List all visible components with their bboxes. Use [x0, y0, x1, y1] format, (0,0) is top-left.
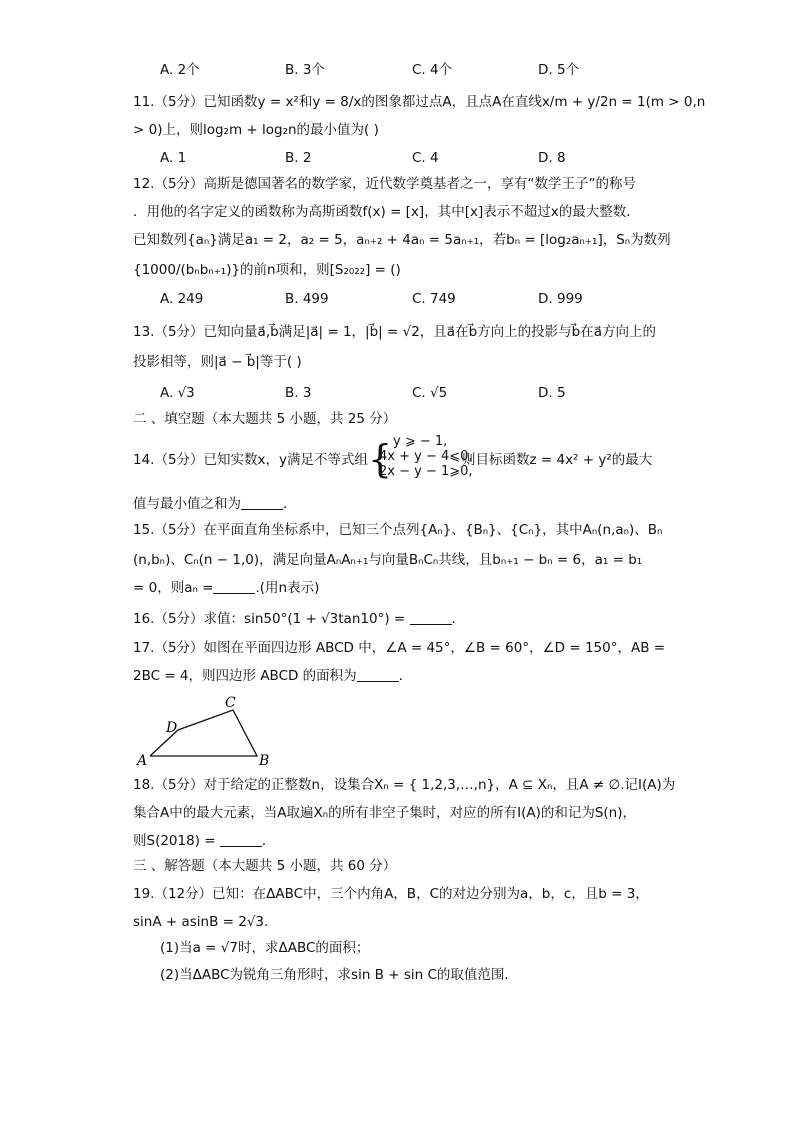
- q16-answer-blank: [410, 610, 452, 625]
- q18-line3-end: ．: [261, 833, 276, 849]
- q10-option-a: A. 2个: [160, 62, 200, 78]
- q17-line1: 17.（5分）如图在平面四边形 ABCD 中，∠A = 45°，∠B = 60°，∠D = 150°，AB =: [133, 640, 666, 656]
- section-solve-heading: 三 、解答题（本大题共 5 小题，共 60 分）: [133, 858, 397, 874]
- figure-label-c: C: [225, 695, 236, 711]
- q18-line1: 18.（5分）对于给定的正整数n，设集合Xₙ = { 1,2,3,…,n}，A ⊆ Xₙ，且A ≠ ∅.记I(A)为: [133, 777, 676, 793]
- q12-line3: 已知数列{aₙ}满足a₁ = 2，a₂ = 5，aₙ₊₂ + 4aₙ = 5aₙ₊₁，若bₙ = [log₂aₙ₊₁]，Sₙ为数列: [133, 232, 671, 248]
- q13-line1: 13.（5分）已知向量a⃗,b⃗满足|a⃗| = 1，|b⃗| = √2，且a⃗在b⃗方向上的投影与b⃗在a⃗方向上的: [133, 324, 656, 340]
- q15-answer-blank: [213, 579, 255, 594]
- q17-line2: [133, 666, 412, 686]
- q15-line3-text: = 0，则aₙ =: [133, 580, 214, 596]
- q12-option-a: A. 249: [160, 291, 204, 307]
- q15-line1: 15.（5分）在平面直角坐标系中，已知三个点列{Aₙ}、{Bₙ}、{Cₙ}，其中Aₙ(n,aₙ)、Bₙ: [133, 522, 663, 538]
- q14-line2-text: 值与最小值之和为: [133, 496, 241, 512]
- q12-line2: ．用他的名字定义的函数称为高斯函数f(x) = [x]，其中[x]表示不超过x的最大整数．: [133, 204, 640, 220]
- q14-sys3: 2x − y − 1⩾0,: [379, 464, 473, 479]
- q14-brace: {: [368, 437, 393, 481]
- q17-answer-blank: [357, 667, 399, 682]
- q11-line2: > 0)上，则log₂m + log₂n的最小值为( ): [133, 122, 379, 138]
- q18-line3: [133, 831, 275, 851]
- q15-line3-end: .(用n表示): [255, 580, 320, 596]
- q10-option-d: D. 5个: [538, 62, 580, 78]
- q14-suffix: 则目标函数z = 4x² + y²的最大: [462, 452, 653, 468]
- q13-line2: 投影相等，则|a⃗ − b⃗|等于( ): [133, 354, 302, 370]
- q14-line2: [133, 494, 297, 514]
- q12-option-d: D. 999: [538, 291, 583, 307]
- q14-answer-blank: [241, 495, 283, 510]
- figure-label-b: B: [259, 753, 270, 769]
- q11-option-b: B. 2: [285, 150, 312, 166]
- q16-end: ．: [451, 611, 465, 627]
- q11-line1: 11.（5分）已知函数y = x²和y = 8/x的图象都过点A，且点A在直线x/m + y/2n = 1(m > 0,n: [133, 94, 706, 110]
- figure-label-d: D: [166, 720, 178, 736]
- q14-line2-end: ．: [283, 496, 297, 512]
- q12-option-b: B. 499: [285, 291, 329, 307]
- q15-line2: (n,bₙ)、Cₙ(n − 1,0)，满足向量AₙAₙ₊₁与向量BₙCₙ共线，且bₙ₊₁ − bₙ = 6，a₁ = b₁: [133, 552, 643, 568]
- q14-prefix: 14.（5分）已知实数x，y满足不等式组: [133, 452, 369, 468]
- q11-option-c: C. 4: [412, 150, 439, 166]
- q11-option-a: A. 1: [160, 150, 187, 166]
- figure-label-a: A: [137, 753, 148, 769]
- q19-sub2: (2)当ΔABC为锐角三角形时，求sin B + sin C的取值范围．: [160, 967, 518, 983]
- quadrilateral-figure: [130, 692, 280, 770]
- q19-line2: sinA + asinB = 2√3.: [133, 914, 269, 930]
- q10-option-b: B. 3个: [285, 62, 325, 78]
- q19-line1: 19.（12分）已知：在ΔABC中，三个内角A，B，C的对边分别为a，b，c，且b = 3，: [133, 886, 649, 902]
- q18-answer-blank: [220, 832, 262, 847]
- q13-option-c: C. √5: [412, 385, 448, 401]
- q11-option-d: D. 8: [538, 150, 566, 166]
- q13-option-b: B. 3: [285, 385, 312, 401]
- q16-line: [133, 609, 465, 629]
- q13-option-a: A. √3: [160, 385, 195, 401]
- q19-sub1: (1)当a = √7时，求ΔABC的面积；: [160, 940, 370, 956]
- q15-line3: [133, 578, 319, 598]
- q17-line2-text: 2BC = 4，则四边形 ABCD 的面积为: [133, 668, 357, 684]
- q14-sys1: y ⩾ − 1,: [393, 434, 448, 449]
- q18-line3-text: 则S(2018) =: [133, 833, 216, 849]
- q12-option-c: C. 749: [412, 291, 456, 307]
- q17-line2-end: ．: [398, 668, 413, 684]
- q12-line1: 12.（5分）高斯是德国著名的数学家，近代数学奠基者之一，享有“数学王子”的称号: [133, 176, 637, 192]
- q10-option-c: C. 4个: [412, 62, 453, 78]
- q13-option-d: D. 5: [538, 385, 566, 401]
- q14-sys2: 4x + y − 4⩽0,: [379, 449, 473, 464]
- q18-line2: 集合A中的最大元素，当A取遍Xₙ的所有非空子集时，对应的所有I(A)的和记为S(n)，: [133, 805, 637, 821]
- q16-text: 16.（5分）求值：sin50°(1 + √3tan10°) =: [133, 611, 406, 627]
- section-fill-in-heading: 二 、填空题（本大题共 5 小题，共 25 分）: [133, 411, 397, 427]
- q12-line4: {1000/(bₙbₙ₊₁)}的前n项和，则[S₂₀₂₂] = (): [133, 262, 401, 278]
